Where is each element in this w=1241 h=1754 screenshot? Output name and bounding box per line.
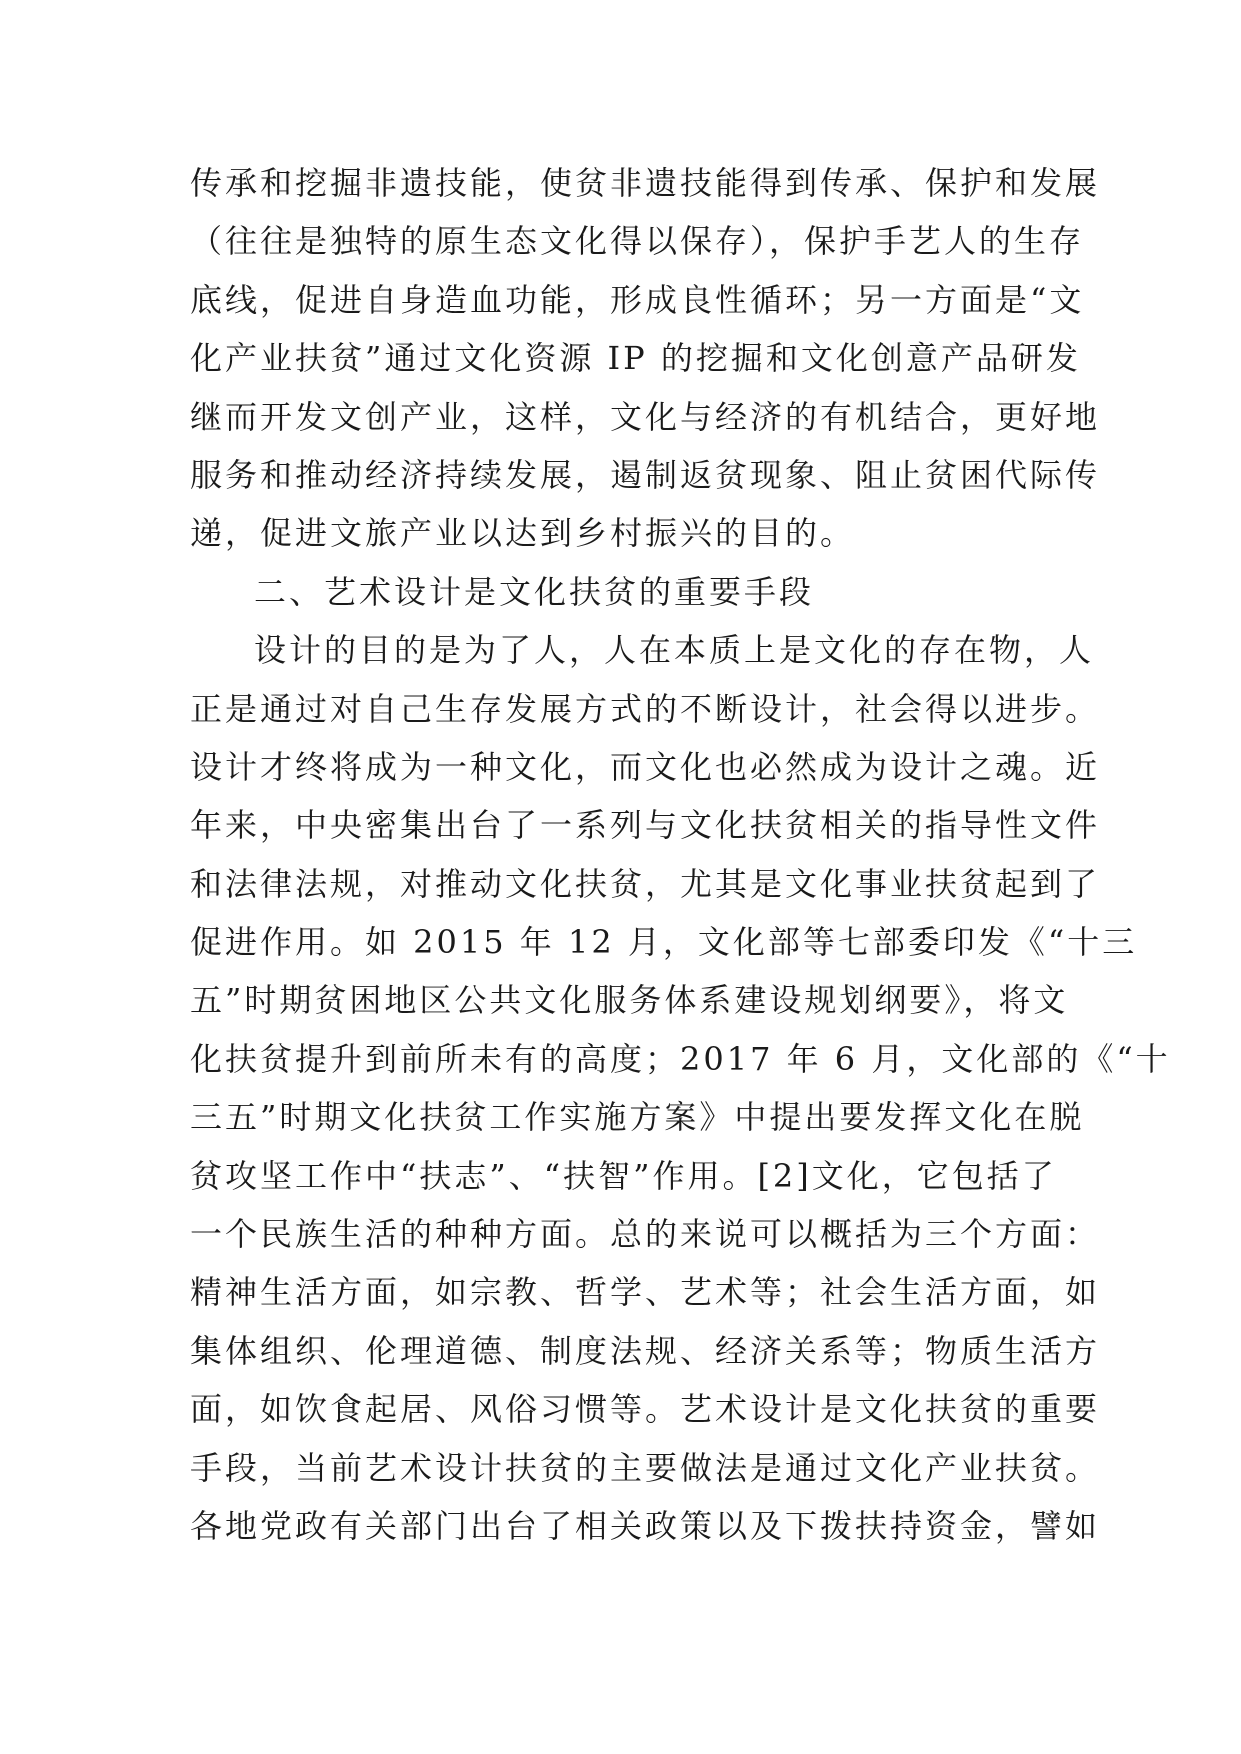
text-line: 一个民族生活的种种方面。总的来说可以概括为三个方面：: [190, 1215, 1101, 1254]
text-line: 化产业扶贫”通过文化资源 IP 的挖掘和文化创意产品研发: [190, 339, 1081, 378]
text-line: 年来，中央密集出台了一系列与文化扶贫相关的指导性文件: [190, 806, 1101, 845]
text-line: 五”时期贫困地区公共文化服务体系建设规划纲要》，将文: [190, 981, 1069, 1020]
text-line: 手段，当前艺术设计扶贫的主要做法是通过文化产业扶贫。: [190, 1448, 1101, 1487]
text-line: 底线，促进自身造血功能，形成良性循环；另一方面是“文: [190, 280, 1085, 319]
text-line: 贫攻坚工作中“扶志”、“扶智”作用。[2]文化，它包括了: [190, 1156, 1057, 1195]
text-line: 服务和推动经济持续发展，遏制返贫现象、阻止贫困代际传: [190, 455, 1101, 494]
body-text: [190, 154, 1171, 1555]
text-line: 促进作用。如 2015 年 12 月，文化部等七部委印发《“十三: [190, 923, 1138, 962]
section-heading: 二、艺术设计是文化扶贫的重要手段: [254, 572, 815, 611]
text-line: 正是通过对自己生存发展方式的不断设计，社会得以进步。: [190, 689, 1101, 728]
paragraph-first-line: 设计的目的是为了人，人在本质上是文化的存在物，人: [254, 631, 1095, 670]
text-line: 继而开发文创产业，这样，文化与经济的有机结合，更好地: [190, 397, 1101, 436]
text-line: 各地党政有关部门出台了相关政策以及下拨扶持资金，譬如: [190, 1506, 1101, 1545]
text-line: 面，如饮食起居、风俗习惯等。艺术设计是文化扶贫的重要: [190, 1390, 1101, 1429]
text-line: 传承和挖掘非遗技能，使贫非遗技能得到传承、保护和发展: [190, 164, 1101, 202]
text-line: 三五”时期文化扶贫工作实施方案》中提出要发挥文化在脱: [190, 1098, 1085, 1137]
text-line: 和法律法规，对推动文化扶贫，尤其是文化事业扶贫起到了: [190, 864, 1101, 903]
text-line: 集体组织、伦理道德、制度法规、经济关系等；物质生活方: [190, 1331, 1101, 1370]
text-line: 化扶贫提升到前所未有的高度；2017 年 6 月，文化部的《“十: [190, 1039, 1171, 1078]
text-line: （往往是独特的原生态文化得以保存），保护手艺人的生存: [190, 222, 1085, 261]
text-line: 设计才终将成为一种文化，而文化也必然成为设计之魂。近: [190, 747, 1101, 786]
text-line: 精神生活方面，如宗教、哲学、艺术等；社会生活方面，如: [190, 1273, 1101, 1312]
text-line: 递，促进文旅产业以达到乡村振兴的目的。: [190, 514, 856, 553]
